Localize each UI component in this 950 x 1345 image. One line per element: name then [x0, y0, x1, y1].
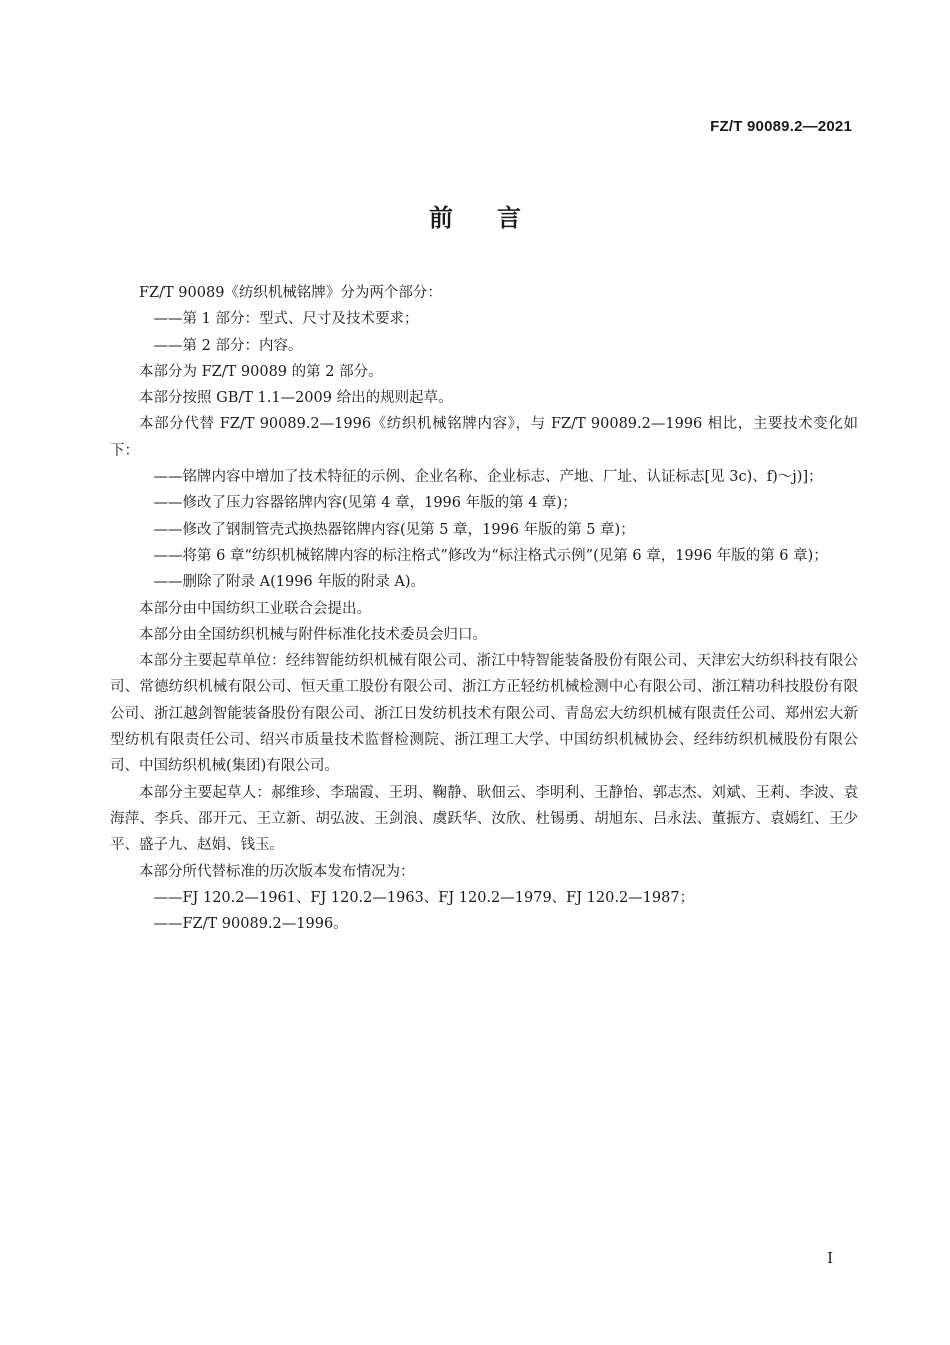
list-item-change-4: ——将第 6 章“纺织机械铭牌内容的标注格式”修改为“标注格式示例”(见第 6 章，1996 年版的第 6 章)；: [153, 547, 828, 564]
paragraph-proposed-by: 本部分由中国纺织工业联合会提出。: [139, 600, 371, 617]
paragraph-replaces: 本部分代替 FZ/T 90089.2—1996《纺织机械铭牌内容》，与 FZ/T 90089.2—1996 相比，主要技术变化如下：: [110, 416, 858, 459]
list-item-change-2: ——修改了压力容器铭牌内容(见第 4 章，1996 年版的第 4 章)；: [153, 495, 577, 512]
list-item-part1: ——第 1 部分：型式、尺寸及技术要求；: [153, 311, 419, 328]
page-title: 前言: [429, 204, 565, 232]
list-item-edition-2: ——FZ/T 90089.2—1996。: [153, 916, 348, 933]
list-item-edition-1: ——FJ 120.2—1961、FJ 120.2—1963、FJ 120.2—1979、FJ 120.2—1987；: [153, 889, 695, 906]
paragraph-drafting-rules: 本部分按照 GB/T 1.1—2009 给出的规则起草。: [139, 390, 453, 407]
paragraph-previous-editions: 本部分所代替标准的历次版本发布情况为：: [139, 863, 415, 880]
paragraph-drafters: 本部分主要起草人：郝维珍、李瑞霞、王玥、鞠静、耿佃云、李明利、王静怡、郭志杰、刘斌、王莉、李波、袁海萍、李兵、邵开元、王立新、胡弘波、王剑浪、虞跃华、汝欣、杜锡勇、胡旭东、吕永法、董振方、袁嫣红、王少平、盛子九、赵娟、钱玉。: [110, 784, 858, 854]
list-item-change-1: ——铭牌内容中增加了技术特征的示例、企业名称、企业标志、产地、厂址、认证标志[见 3c)、f)～j)]；: [153, 469, 823, 486]
list-item-change-3: ——修改了钢制管壳式换热器铭牌内容(见第 5 章，1996 年版的第 5 章)；: [153, 521, 635, 538]
list-item-part2: ——第 2 部分：内容。: [153, 337, 303, 354]
paragraph-parts-intro: FZ/T 90089《纺织机械铭牌》分为两个部分：: [139, 285, 442, 301]
paragraph-this-part: 本部分为 FZ/T 90089 的第 2 部分。: [139, 363, 383, 380]
paragraph-drafting-units: 本部分主要起草单位：经纬智能纺织机械有限公司、浙江中特智能装备股份有限公司、天津宏大纺织科技有限公司、常德纺织机械有限公司、恒天重工股份有限公司、浙江方正轻纺机械检测中心有限公司、浙江精功科技股份有限公司、浙江越剑智能装备股份有限公司、浙江日发纺机技术有限公司、青岛宏大纺织机械有限责任公司、郑州宏大新型纺机有限责任公司、绍兴市质量技术监督检测院、浙江理工大学、中国纺织机械协会、经纬纺织机械股份有限公司、中国纺织机械(集团)有限公司。: [110, 653, 858, 775]
page-number: I: [827, 1249, 833, 1267]
standard-code: FZ/T 90089.2—2021: [710, 118, 852, 135]
paragraph-under-jurisdiction: 本部分由全国纺织机械与附件标准化技术委员会归口。: [139, 626, 487, 643]
list-item-change-5: ——删除了附录 A(1996 年版的附录 A)。: [153, 574, 425, 591]
foreword-body: [110, 280, 858, 937]
